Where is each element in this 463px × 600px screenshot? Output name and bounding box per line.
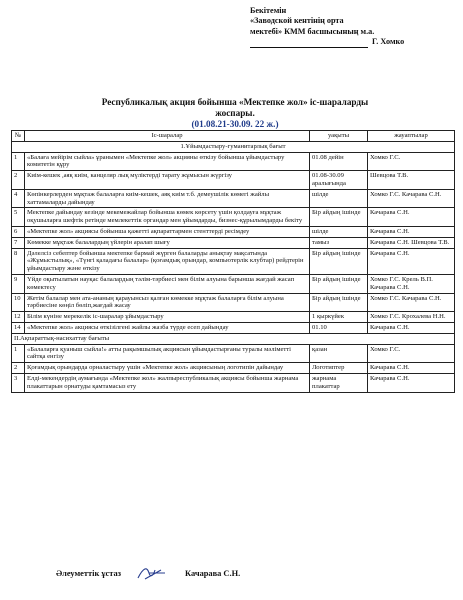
section-row <box>12 141 455 152</box>
plan-table <box>11 130 455 393</box>
row-time: жарнама плакаттар <box>310 373 368 392</box>
table-row <box>12 189 455 208</box>
row-responsible: Качарава С.Н. <box>368 226 455 237</box>
table-row <box>12 248 455 274</box>
table-row <box>12 373 455 392</box>
header-time: уақыты <box>310 131 368 142</box>
table-row <box>12 312 455 323</box>
row-time: Бір айдың ішінде <box>310 208 368 227</box>
title-line-1: Республикалық акция бойынша «Мектепке жол» іс-шараларды <box>101 97 369 107</box>
row-time: Бір айдың ішінде <box>310 293 368 312</box>
section-2-title: II.Ақпараттық-насихаттау бағыты <box>12 333 455 344</box>
section-1-body <box>12 141 455 333</box>
row-responsible: Хомко Г.С. Крохалева Н.Н. <box>368 312 455 323</box>
row-task: «Балаларға қуаныш сыйла!» атты рақымшылық акциясын ұйымдастырғаны туралы мәліметті сайтқа енгізу <box>25 344 310 363</box>
approval-line-4: Г. Хомко <box>372 37 405 47</box>
row-number: 1 <box>12 152 25 171</box>
table-row <box>12 171 455 190</box>
table-row <box>12 363 455 374</box>
row-responsible: Хомко Г.С. Качарава С.Н. <box>368 293 455 312</box>
approval-block <box>250 6 455 48</box>
row-number: 1 <box>12 344 25 363</box>
table-row <box>12 208 455 227</box>
section-row <box>12 333 455 344</box>
header-responsible: жауаптылар <box>368 131 455 142</box>
footer-name: Качарава С.Н. <box>185 568 241 578</box>
approval-line-3: мектебі» КММ басшысының м.а. <box>250 26 375 36</box>
row-number: 3 <box>12 373 25 392</box>
row-task: Көпінкерлерден мұқтаж балаларға киім-кешек, аяқ киім т.б. демеушілік көмегі жайлы хаттамаларды дайындау <box>25 189 310 208</box>
row-time: 01.08-30.09 аралығында <box>310 171 368 190</box>
row-task: Мектепке дайындау кезінде мекемежайлар бойынша көмек көрсету үшін қолдауға мұқтаж оқушыларға шефтік ретінде мемлекеттік органдар мен ұйымдарды, бизнес-құрылымдарды бекіту <box>25 208 310 227</box>
table-row <box>12 344 455 363</box>
table-header-row <box>12 131 455 142</box>
row-time: Бір айдың ішінде <box>310 248 368 274</box>
row-number: 7 <box>12 237 25 248</box>
row-time: 01.08 дейін <box>310 152 368 171</box>
row-responsible: Хомко Г.С. Качарава С.Н. <box>368 189 455 208</box>
row-number: 12 <box>12 312 25 323</box>
table-row <box>12 322 455 333</box>
row-time: 1 қыркүйек <box>310 312 368 323</box>
row-time: шілде <box>310 226 368 237</box>
row-responsible: Качарава С.Н. Шевцова Т.В. <box>368 237 455 248</box>
row-time: шілде <box>310 189 368 208</box>
row-responsible: Качарава С.Н. <box>368 373 455 392</box>
row-number: 10 <box>12 293 25 312</box>
row-task: Білім күніне мерекелік іс-шаралар ұйымдастыру <box>25 312 310 323</box>
document-title <box>40 97 430 131</box>
row-task: Дәлелсіз себептер бойынша мектепке бармай жүрген балаларды анықтау мақсатында «Жұмыстылық», «Түнгі қаладағы балалар» (қоғамдық орындар, компьютерлік клубтар) рейдтерін ұйымдастыру және өткізу <box>25 248 310 274</box>
table-row <box>12 293 455 312</box>
row-task: Елді-мекендердің аумағында «Мектепке жол» жалпыреспубликалық акциясы бойынша жарнама плакаттарын орнатуды қамтамасыз ету <box>25 373 310 392</box>
row-task: Көмекке мұқтаж балалардың үйлерін аралап шығу <box>25 237 310 248</box>
row-task: Қоғамдық орындарда орналастыру үшін «Мектепке жол» акциясының логотипін дайындау <box>25 363 310 374</box>
row-time: 01.10 <box>310 322 368 333</box>
row-responsible: Шевцова Т.В. <box>368 171 455 190</box>
row-task: Жетім балалар мен ата-ананың қарауынсыз қалған көмекке мұқтаж балаларға білім алуына тәрбиесіне көңіл бөліп,жағдай жасау <box>25 293 310 312</box>
table-row <box>12 237 455 248</box>
signature-blank <box>250 39 368 48</box>
approval-line-1: Бекітемін <box>250 6 287 15</box>
row-responsible: Хомко Г.С. Крель В.П. Качарава С.Н. <box>368 274 455 293</box>
row-number: 5 <box>12 208 25 227</box>
header-number: № <box>12 131 25 142</box>
header-task: Іс-шаралар <box>25 131 310 142</box>
row-time: қазан <box>310 344 368 363</box>
title-line-2: жоспары. <box>215 108 255 119</box>
table-row <box>12 226 455 237</box>
row-time: Бір айдың ішінде <box>310 274 368 293</box>
row-number: 14 <box>12 322 25 333</box>
section-2-body <box>12 333 455 392</box>
row-task: «Мектепке жол» акциясы бойынша қажетті ақпараттармен стенттерді ресімдеу <box>25 226 310 237</box>
title-period: (01.08.21-30.09. 22 ж.) <box>191 119 279 130</box>
row-responsible: Хомко Г.С. <box>368 152 455 171</box>
row-number: 2 <box>12 171 25 190</box>
row-task: «Балаға мейірім сыйла» ұранымен «Мектепке жол» акцияны өткізу бойынша ұйымдастыру комитетін құру <box>25 152 310 171</box>
row-number: 2 <box>12 363 25 374</box>
row-number: 4 <box>12 189 25 208</box>
row-responsible: Хомко Г.С. <box>368 344 455 363</box>
section-1-title: 1.Ұйымдастыру-гуманитарлық бағыт <box>12 141 455 152</box>
approval-signature-line <box>250 37 455 47</box>
row-number: 9 <box>12 274 25 293</box>
row-task: Киім-кешек ,аяқ киім, канцеляр лық мүліктерді тарату жұмысын жүргізу <box>25 171 310 190</box>
row-time: тамыз <box>310 237 368 248</box>
row-time: Логотиптер <box>310 363 368 374</box>
table-row <box>12 274 455 293</box>
row-responsible: Качарава С.Н. <box>368 322 455 333</box>
table-row <box>12 152 455 171</box>
row-task: Үйде оқытылатын науқас балалардың тәлім-тәрбиесі мен білім алуына барынша жағдай жасап көмектесу <box>25 274 310 293</box>
approval-line-2: «Заводской кентінің орта <box>250 16 344 26</box>
row-task: «Мектепке жол» акциясы өткізілгені жайлы жазба түрде есеп дайындау <box>25 322 310 333</box>
row-number: 8 <box>12 248 25 274</box>
row-number: 6 <box>12 226 25 237</box>
footer-signature <box>56 564 376 582</box>
row-responsible: Качарава С.Н. <box>368 363 455 374</box>
footer-role: Әлеуметтік ұстаз <box>56 568 122 578</box>
row-responsible: Качарава С.Н. <box>368 208 455 227</box>
signature-icon <box>135 564 169 582</box>
row-responsible: Качарава С.Н. <box>368 248 455 274</box>
